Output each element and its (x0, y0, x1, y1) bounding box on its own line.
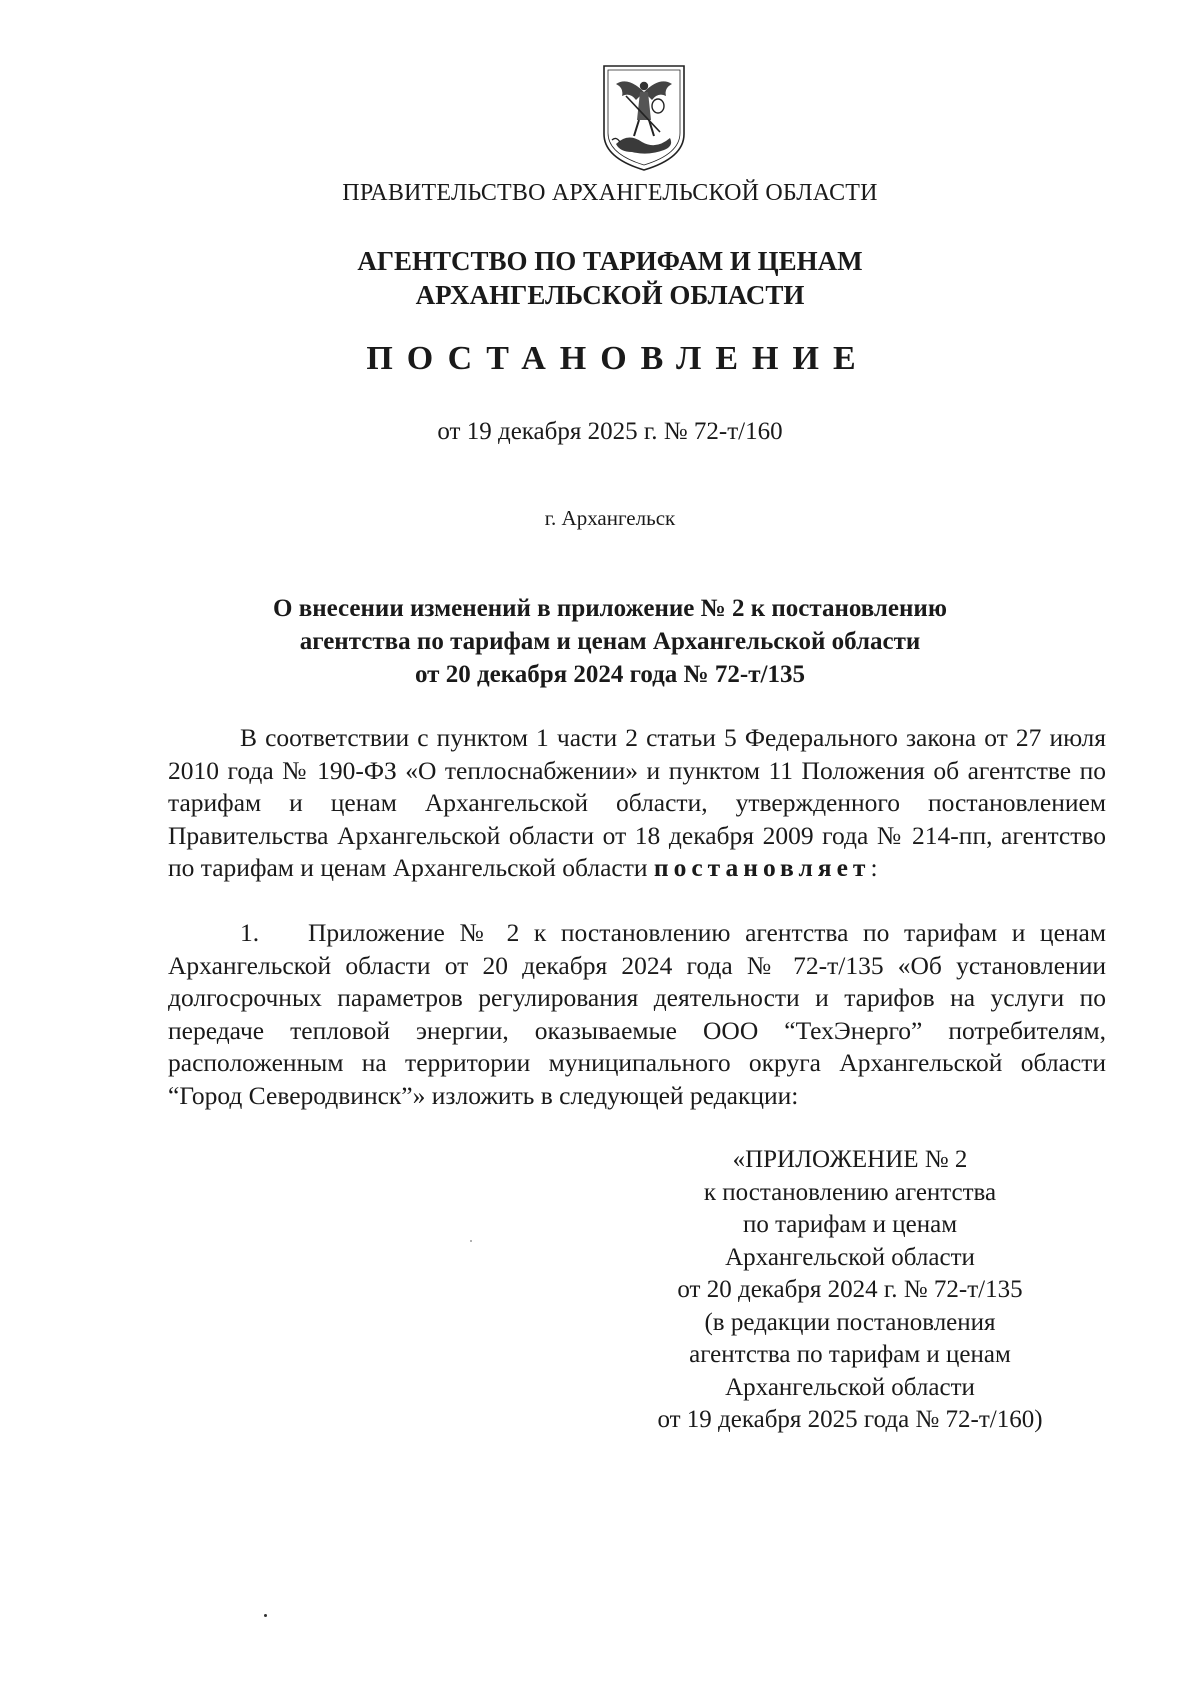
agency-name (10, 244, 1200, 312)
archangel-coat-of-arms-icon (598, 62, 690, 172)
preamble-text: В соответствии с пунктом 1 части 2 статьи 5 Федерального закона от 27 июля 2010 года № 190-ФЗ «О теплоснабжении» и пунктом 11 Положения об агентстве по тарифам и ценам Архангельской области, утвержденного постановлением Правительства Архангельской области от 18 декабря 2009 года № 214-пп, агентство по тарифам и ценам Архангельской области (168, 723, 1106, 882)
appendix-line: (в редакции постановления (704, 1308, 996, 1336)
appendix-heading-block (620, 1144, 1080, 1437)
agency-name-line2: АРХАНГЕЛЬСКОЙ ОБЛАСТИ (415, 280, 805, 310)
appendix-line: от 19 декабря 2025 года № 72-т/160) (657, 1406, 1043, 1433)
appendix-line: от 20 декабря 2024 г. № 72-т/135 (677, 1276, 1023, 1303)
item-1-paragraph (168, 917, 1106, 1112)
appendix-line: к постановлению агентства (703, 1178, 997, 1206)
appendix-line: Архангельской области (725, 1373, 975, 1401)
subject-line1: О внесении изменений в приложение № 2 к постановлению (273, 595, 947, 622)
scan-speck (264, 1614, 267, 1617)
document-date-number: от 19 декабря 2025 г. № 72-т/160 (437, 418, 783, 445)
appendix-line: «ПРИЛОЖЕНИЕ № 2 (732, 1146, 968, 1173)
preamble-paragraph (168, 722, 1106, 885)
agency-name-line1: АГЕНТСТВО ПО ТАРИФАМ И ЦЕНАМ (357, 246, 863, 276)
appendix-line: Архангельской области (725, 1243, 975, 1271)
government-name: ПРАВИТЕЛЬСТВО АРХАНГЕЛЬСКОЙ ОБЛАСТИ (342, 180, 878, 206)
resolves-colon: : (870, 853, 878, 882)
resolves-word: постановляет (653, 853, 871, 882)
scan-speck (470, 1240, 472, 1242)
appendix-line: агентства по тарифам и ценам (689, 1341, 1011, 1368)
item-number: 1. (240, 918, 260, 947)
document-type-title: ПОСТАНОВЛЕНИЕ (366, 340, 870, 377)
document-city: г. Архангельск (544, 506, 676, 530)
appendix-line: по тарифам и ценам (742, 1211, 958, 1238)
document-subject (10, 592, 1200, 691)
subject-line3: от 20 декабря 2024 года № 72-т/135 (415, 661, 805, 688)
item-1-text: Приложение № 2 к постановлению агентства по тарифам и ценам Архангельской области от 20 декабря 2024 года № 72-т/135 «Об установлении долгосрочных параметров регулирования деятельности и тарифов на услуги по передаче тепловой энергии, оказываемые ООО “ТехЭнерго” потребителям, расположенным на территории муниципального округа Архангельской области “Город Северодвинск”» изложить в следующей редакции: (168, 918, 1106, 1110)
subject-line2: агентства по тарифам и ценам Архангельской области (299, 628, 921, 655)
